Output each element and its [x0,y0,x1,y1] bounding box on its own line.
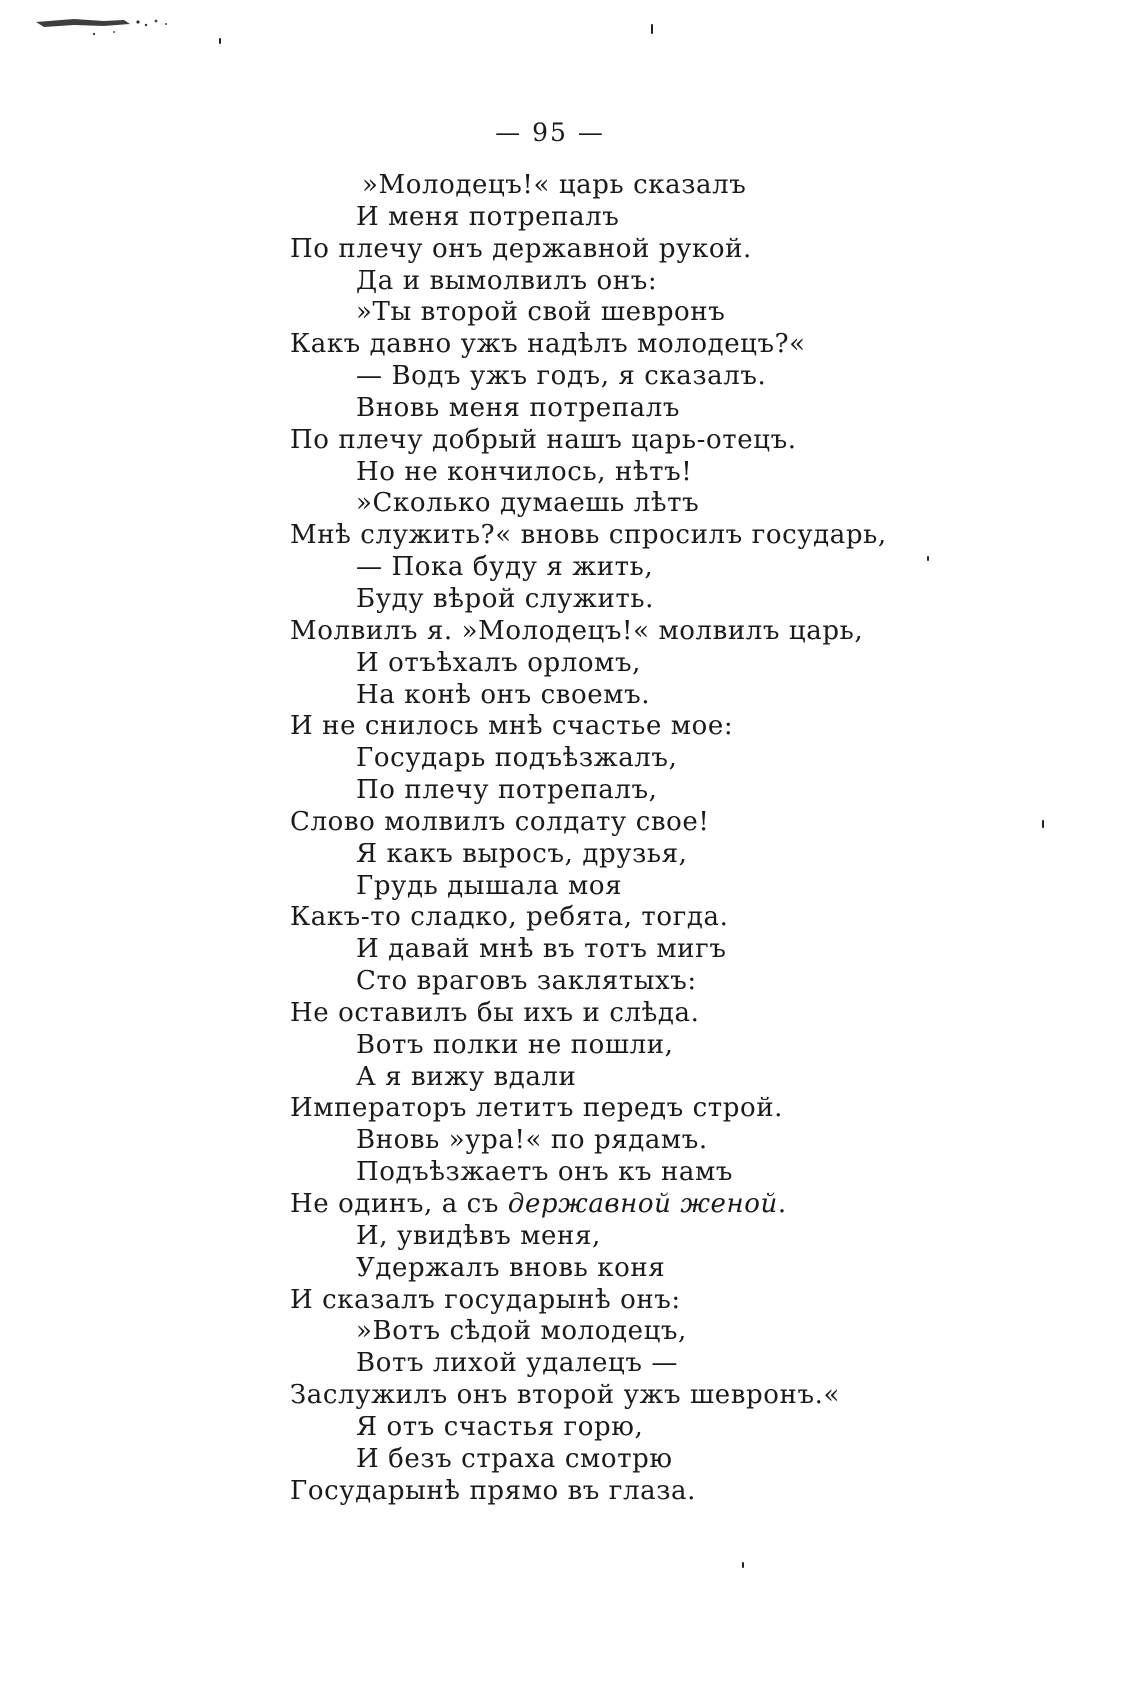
poem-line [0,552,1140,584]
poem-line-text: Я отъ счастья горю, [356,1411,644,1442]
poem-line [0,520,1140,552]
ink-speck [742,1562,744,1568]
poem-line-text: Я какъ выросъ, друзья, [356,838,688,869]
poem-line-text: Сто враговъ заклятыхъ: [356,966,697,997]
poem-line [0,1476,1140,1508]
poem-line [0,393,1140,425]
poem-line [0,1412,1140,1444]
poem-line-italic: державной женой [507,1189,778,1219]
poem-line-text: Удержалъ вновь коня [356,1252,666,1283]
poem-line-text: — Пока буду я жить, [356,552,654,583]
ink-speck [219,38,221,44]
poem-line [0,361,1140,393]
poem-line [0,1062,1140,1094]
poem-line [0,1125,1140,1157]
poem-line-text: »Сколько думаешь лѣтъ [356,488,700,519]
poem-line-text: По плечу добрый нашъ царь-отецъ. [290,424,797,455]
poem-line-text: Какъ давно ужъ надѣлъ молодецъ?« [290,329,806,360]
poem-body [0,170,1140,1507]
poem-line [0,902,1140,934]
poem-line-text: По плечу потрепалъ, [356,775,658,806]
poem-line-text: Вновь меня потрепалъ [356,392,681,423]
poem-line-text: И меня потрепалъ [356,201,620,232]
poem-line-text: Какъ-то сладко, ребята, тогда. [290,902,729,933]
poem-line-text: Вотъ лихой удалецъ — [356,1348,678,1379]
poem-line-text: Подъѣзжаетъ онъ къ намъ [356,1157,733,1188]
poem-line-text: Слово молвилъ солдату свое! [290,806,710,837]
poem-line [0,1253,1140,1285]
poem-line [0,711,1140,743]
poem-line-text: Не оставилъ бы ихъ и слѣда. [290,997,700,1028]
poem-line-text: Вновь »ура!« по рядамъ. [356,1125,708,1156]
poem-line-text: Заслужилъ онъ второй ужъ шевронъ.« [290,1380,840,1411]
poem-line [0,616,1140,648]
poem-line [0,297,1140,329]
poem-line-text: И сказалъ государынѣ онъ: [290,1284,681,1315]
poem-line-text: Грудь дышала моя [356,870,623,901]
poem-line [0,425,1140,457]
poem-line [0,329,1140,361]
poem-line [0,266,1140,298]
poem-line-text: »Вотъ сѣдой молодецъ, [356,1316,687,1347]
poem-line [0,202,1140,234]
poem-line [0,871,1140,903]
poem-line-text: Молвилъ я. »Молодецъ!« молвилъ царь, [290,615,864,646]
poem-line-text: И, увидѣвъ меня, [356,1220,601,1251]
poem-line [0,1093,1140,1125]
poem-line-text: На конѣ онъ своемъ. [356,679,651,710]
poem-line-text: А я вижу вдали [356,1061,577,1092]
poem-line [0,680,1140,712]
poem-line-text: Да и вымолвилъ онъ: [356,265,658,296]
poem-line [0,775,1140,807]
poem-line-text: Государь подъѣзжалъ, [356,743,678,774]
poem-line [0,1380,1140,1412]
poem-line [0,234,1140,266]
poem-line-text: »Ты второй свой шевронъ [356,297,726,328]
poem-line-text: Не одинъ, а съ [290,1189,508,1219]
poem-line-text: Буду вѣрой служить. [356,583,655,614]
poem-line [0,743,1140,775]
page-number: — 95 — [495,118,605,147]
poem-line-text: Императоръ летитъ передъ строй. [290,1093,784,1124]
poem-line-text: Но не кончилось, нѣтъ! [356,456,693,487]
poem-line-text: И не снилось мнѣ счастье мое: [290,711,734,742]
poem-line-text: Мнѣ служить?« вновь спросилъ государь, [290,520,887,551]
poem-line [0,1316,1140,1348]
poem-line-text: По плечу онъ державной рукой. [290,233,752,264]
poem-line-text: Государынѣ прямо въ глаза. [290,1475,696,1506]
poem-line-text: — Водъ ужъ годъ, я сказалъ. [356,361,767,392]
poem-line [0,457,1140,489]
poem-line [0,1189,1140,1221]
poem-line [0,1285,1140,1317]
ink-smudge [34,16,184,38]
poem-line [0,1221,1140,1253]
poem-line [0,1030,1140,1062]
poem-line-text: Вотъ полки не пошли, [356,1029,674,1060]
poem-line [0,839,1140,871]
poem-line [0,170,1140,202]
poem-line-tail: . [777,1189,787,1219]
poem-line [0,998,1140,1030]
poem-line [0,1157,1140,1189]
ink-speck [651,24,653,34]
poem-line-text: И безъ страха смотрю [356,1443,673,1474]
poem-line [0,1444,1140,1476]
poem-line [0,584,1140,616]
poem-line [0,807,1140,839]
poem-line-text: И отъѣхалъ орломъ, [356,647,641,678]
poem-line [0,966,1140,998]
poem-line [0,648,1140,680]
poem-line-text: И давай мнѣ въ тотъ мигъ [356,934,727,965]
poem-line [0,1348,1140,1380]
poem-line-text: »Молодецъ!« царь сказалъ [362,170,747,200]
poem-line [0,934,1140,966]
poem-line [0,488,1140,520]
